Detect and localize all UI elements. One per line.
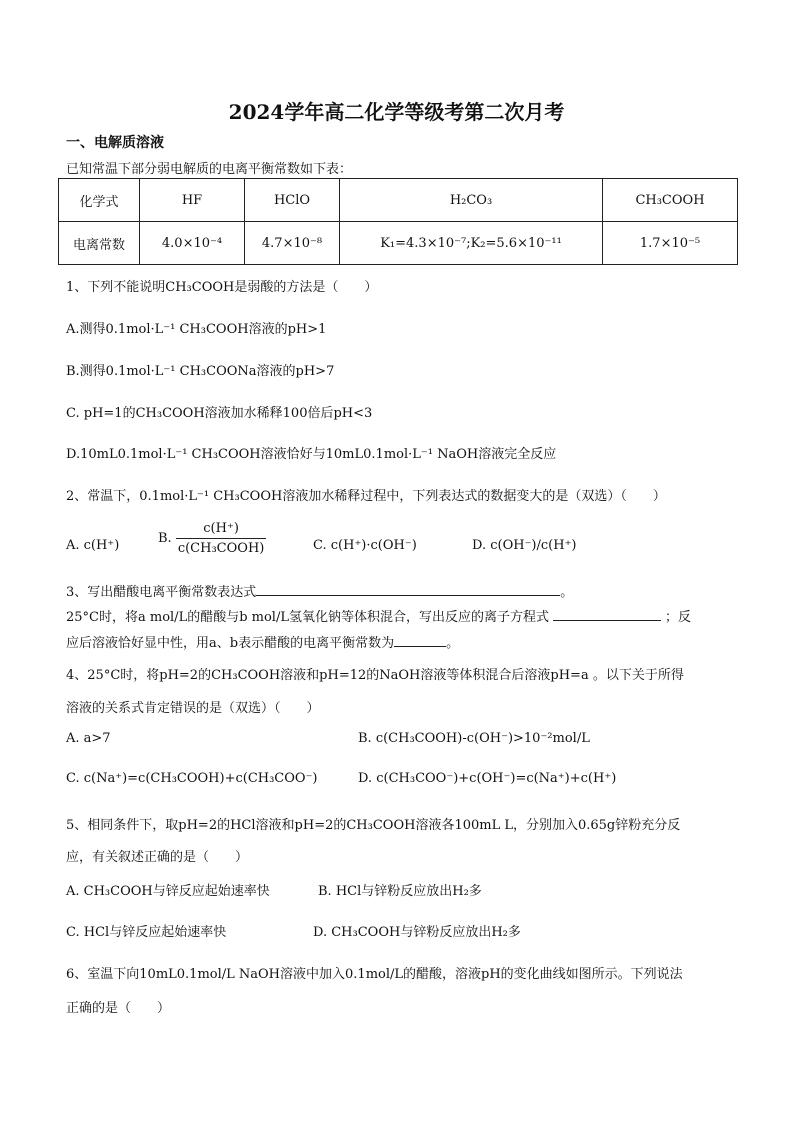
question-5-option-c: C. HCl与锌反应起始速率快 — [66, 925, 227, 940]
table-cell: K₁=4.3×10⁻⁷;K₂=5.6×10⁻¹¹ — [340, 222, 603, 265]
question-3-punct: 。 — [446, 636, 460, 651]
table-cell: 电离常数 — [59, 222, 140, 265]
question-4-option-b: B. c(CH₃COOH)-c(OH⁻)>10⁻²mol/L — [358, 731, 590, 746]
question-3-text: 25°C时，将a mol/L的醋酸与b mol/L氢氧化钠等体积混合，写出反应的离子方程式 — [66, 610, 549, 625]
table-cell: 4.0×10⁻⁴ — [140, 222, 245, 265]
question-1-option-a: A.测得0.1mol·L⁻¹ CH₃COOH溶液的pH>1 — [66, 322, 327, 337]
question-3-line-2 — [66, 606, 691, 625]
question-6-stem-cont: 正确的是（ ） — [66, 1001, 171, 1016]
table-cell: 1.7×10⁻⁵ — [603, 222, 738, 265]
question-6-stem: 6、室温下向10mL0.1mol/L NaOH溶液中加入0.1mol/L的醋酸，溶液pH的变化曲线如图所示。下列说法 — [66, 967, 683, 982]
question-4-option-a: A. a>7 — [66, 731, 111, 746]
table-intro: 已知常温下部分弱电解质的电离平衡常数如下表： — [66, 162, 353, 177]
question-3-text: 3、写出醋酸电离平衡常数表达式 — [66, 585, 257, 600]
question-4-stem-cont: 溶液的关系式肯定错误的是（双选）（ ） — [66, 701, 320, 716]
page-title: 2024学年高二化学等级考第二次月考 — [228, 100, 565, 124]
ionization-constant-table — [58, 178, 738, 265]
question-5-stem: 5、相同条件下，取pH=2的HCl溶液和pH=2的CH₃COOH溶液各100mL L，分别加入0.65g锌粉充分反 — [66, 818, 681, 833]
question-5-option-b: B. HCl与锌粉反应放出H₂多 — [318, 884, 482, 899]
table-cell: H₂CO₃ — [340, 179, 603, 222]
fraction — [176, 521, 267, 556]
question-1-stem: 1、下列不能说明CH₃COOH是弱酸的方法是（ ） — [66, 280, 378, 295]
question-4-option-c: C. c(Na⁺)=c(CH₃COOH)+c(CH₃COO⁻) — [66, 771, 318, 786]
question-2-option-c: C. c(H⁺)·c(OH⁻) — [313, 538, 417, 553]
answer-blank[interactable] — [256, 583, 560, 596]
table-row — [59, 222, 738, 265]
question-5-option-a: A. CH₃COOH与锌反应起始速率快 — [66, 884, 270, 899]
question-5-option-d: D. CH₃COOH与锌粉反应放出H₂多 — [313, 925, 521, 940]
question-3-text: ；反 — [664, 610, 691, 625]
question-4-stem: 4、25°C时，将pH=2的CH₃COOH溶液和pH=12的NaOH溶液等体积混合后溶液pH=a 。以下关于所得 — [66, 668, 684, 683]
table-cell: CH₃COOH — [603, 179, 738, 222]
question-3-stem — [66, 581, 573, 600]
question-1-option-b: B.测得0.1mol·L⁻¹ CH₃COONa溶液的pH>7 — [66, 364, 335, 379]
answer-blank[interactable] — [553, 608, 661, 621]
table-cell: 4.7×10⁻⁸ — [245, 222, 340, 265]
question-3-line-3 — [66, 632, 459, 651]
question-3-punct: 。 — [560, 585, 574, 600]
table-cell: 化学式 — [59, 179, 140, 222]
answer-blank[interactable] — [394, 634, 446, 647]
question-3-text: 应后溶液恰好显中性，用a、b表示醋酸的电离平衡常数为 — [66, 636, 395, 651]
question-1-option-c: C. pH=1的CH₃COOH溶液加水稀释100倍后pH<3 — [66, 406, 373, 421]
option-b-label: B. — [158, 531, 172, 546]
section-heading: 一、电解质溶液 — [66, 135, 164, 151]
question-2-option-b — [158, 521, 266, 556]
question-2-stem: 2、常温下，0.1mol·L⁻¹ CH₃COOH溶液加水稀释过程中，下列表达式的数据变大的是（双选）（ ） — [66, 489, 666, 504]
question-2-option-d: D. c(OH⁻)/c(H⁺) — [472, 538, 577, 553]
table-cell: HF — [140, 179, 245, 222]
question-2-option-a: A. c(H⁺) — [66, 538, 120, 553]
question-4-option-d: D. c(CH₃COO⁻)+c(OH⁻)=c(Na⁺)+c(H⁺) — [358, 771, 617, 786]
table-cell: HClO — [245, 179, 340, 222]
question-5-stem-cont: 应，有关叙述正确的是（ ） — [66, 850, 249, 865]
question-1-option-d: D.10mL0.1mol·L⁻¹ CH₃COOH溶液恰好与10mL0.1mol·L⁻¹ NaOH溶液完全反应 — [66, 447, 557, 462]
fraction-numerator: c(H⁺) — [176, 521, 267, 539]
fraction-denominator: c(CH₃COOH) — [177, 541, 265, 556]
table-row — [59, 179, 738, 222]
